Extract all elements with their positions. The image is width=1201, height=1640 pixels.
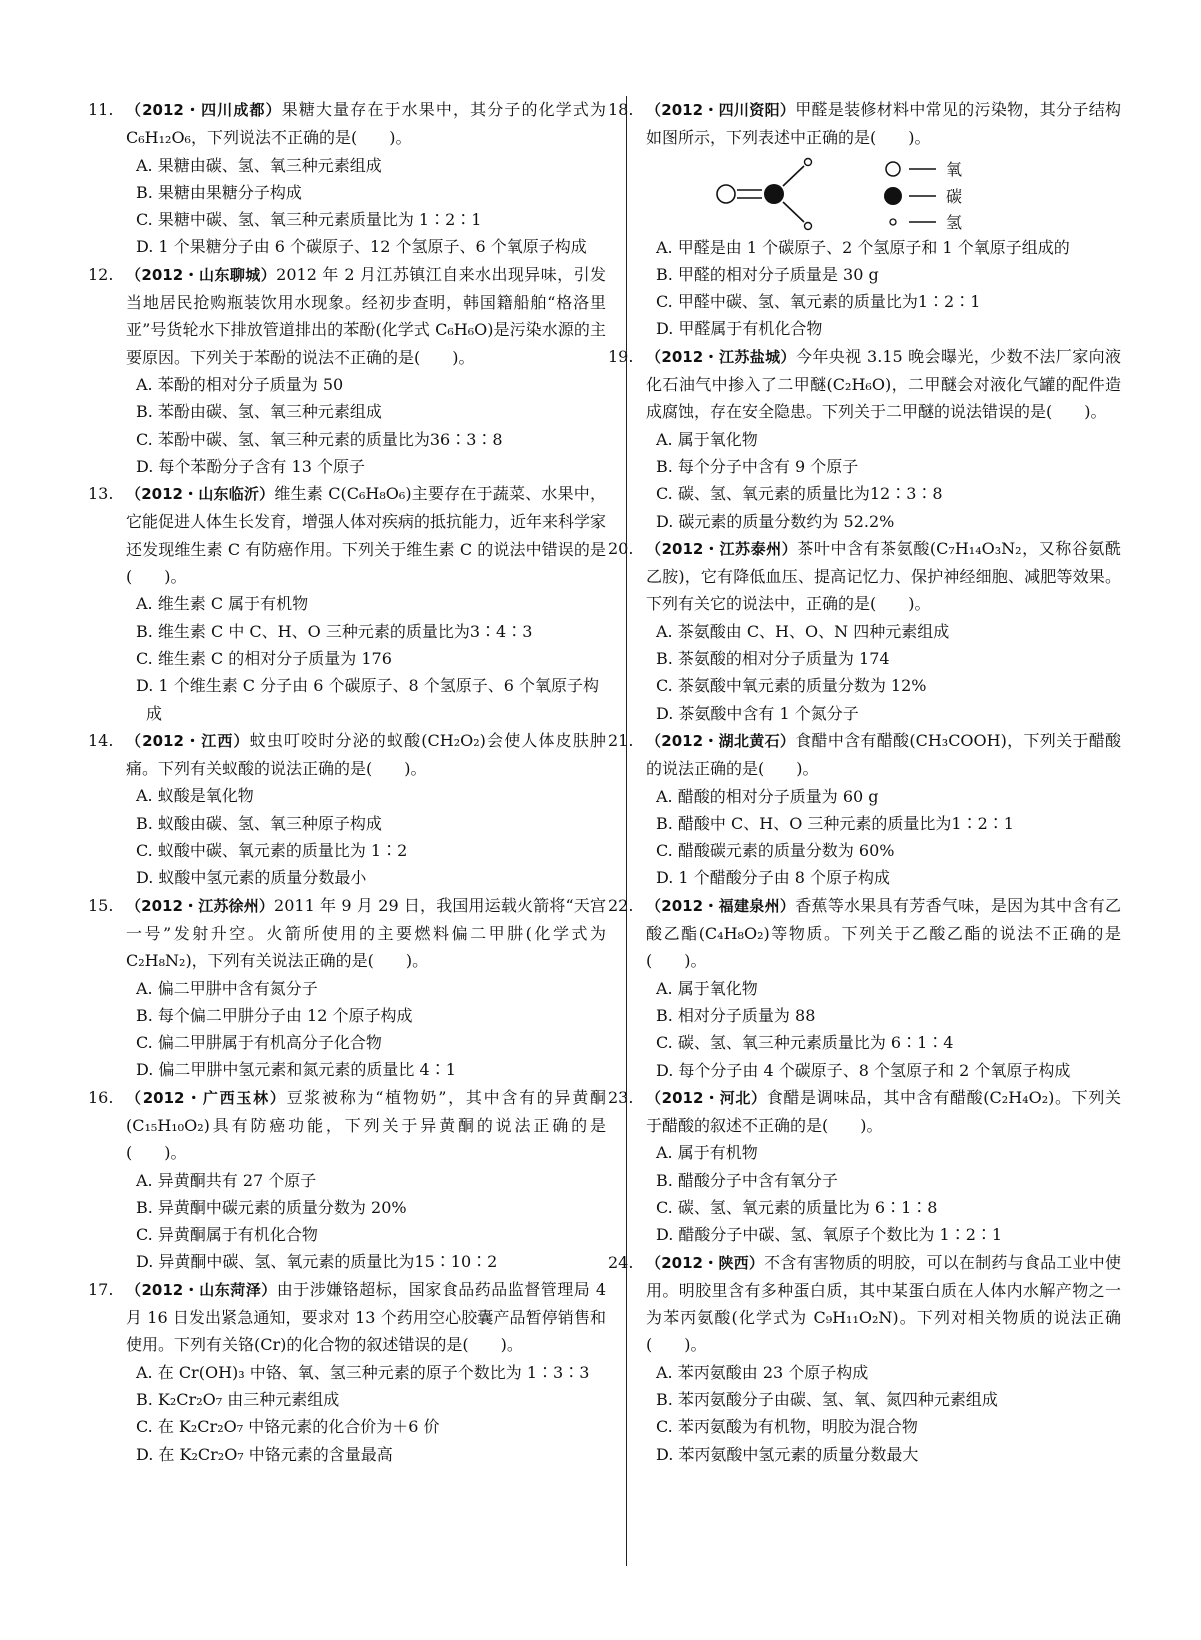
question-number: 17. — [88, 1279, 114, 1299]
question-source: （2012・山东聊城） — [126, 265, 277, 284]
answer-option: D. 每个分子由 4 个碳原子、8 个氢原子和 2 个氧原子构成 — [656, 1060, 1071, 1080]
question-number: 12. — [88, 264, 114, 284]
question-stem — [646, 96, 1121, 152]
answer-option: D. 醋酸分子中碳、氢、氧原子个数比为 1∶2∶1 — [656, 1225, 1003, 1245]
answer-option: B. 相对分子质量为 88 — [656, 1005, 816, 1025]
answer-option: D. 1 个醋酸分子由 8 个原子构成 — [656, 868, 891, 888]
right-column — [608, 96, 1122, 1468]
answer-option: A. 甲醛是由 1 个碳原子、2 个氢原子和 1 个氧原子组成的 — [656, 237, 1070, 257]
question-stem — [126, 261, 606, 371]
answer-option: D. 苯丙氨酸中氢元素的质量分数最大 — [656, 1444, 919, 1464]
question-stem — [126, 480, 606, 590]
answer-option: C. 碳、氢、氧三种元素质量比为 6∶1∶4 — [656, 1033, 954, 1053]
answer-option: A. 果糖由碳、氢、氧三种元素组成 — [136, 155, 382, 175]
answer-option: C. 异黄酮属于有机化合物 — [136, 1225, 318, 1245]
answer-option: A. 苯酚的相对分子质量为 50 — [136, 374, 344, 394]
question-number: 16. — [88, 1087, 114, 1107]
question-item — [608, 535, 1121, 727]
answer-option: A. 茶氨酸由 C、H、O、N 四种元素组成 — [656, 621, 950, 641]
answer-option: C. 在 K₂Cr₂O₇ 中铬元素的化合价为＋6 价 — [136, 1417, 440, 1437]
answer-option: B. 苯酚由碳、氢、氧三种元素组成 — [136, 402, 382, 422]
question-number: 15. — [88, 895, 114, 915]
carbon-atom — [764, 184, 784, 204]
question-source: （2012・福建泉州） — [646, 896, 796, 915]
answer-option: C. 果糖中碳、氢、氧三种元素质量比为 1∶2∶1 — [136, 210, 482, 230]
answer-option: A. 苯丙氨酸由 23 个原子构成 — [656, 1362, 869, 1382]
answer-option: B. 维生素 C 中 C、H、O 三种元素的质量比为3∶4∶3 — [136, 621, 533, 641]
question-source: （2012・广西玉林） — [126, 1088, 287, 1107]
question-text: 茶叶中含有茶氨酸(C₇H₁₄O₃N₂，又称谷氨酰乙胺)，它有降低血压、提高记忆力、保护神经细胞、减肥等效果。下列有关它的说法中，正确的是( )。 — [646, 538, 1121, 614]
answer-option: B. 每个偏二甲肼分子由 12 个原子构成 — [136, 1005, 413, 1025]
answer-option: A. 在 Cr(OH)₃ 中铬、氧、氢三种元素的原子个数比为 1∶3∶3 — [136, 1362, 590, 1382]
question-source: （2012・江苏泰州） — [646, 539, 798, 558]
question-item — [608, 343, 1121, 535]
question-text: 豆浆被称为“植物奶”，其中含有的异黄酮(C₁₅H₁₀O₂)具有防癌功能，下列关于异黄酮的说法正确的是( )。 — [126, 1087, 606, 1163]
answer-option: D. 蚁酸中氢元素的质量分数最小 — [136, 868, 367, 888]
question-number: 22. — [608, 895, 634, 915]
answer-option: D. 1 个果糖分子由 6 个碳原子、12 个氢原子、6 个氧原子构成 — [136, 237, 587, 257]
question-source: （2012・山东菏泽） — [126, 1280, 277, 1299]
legend-carbon-label: 碳 — [946, 186, 963, 206]
answer-option: C. 碳、氢、氧元素的质量比为 6∶1∶8 — [656, 1197, 938, 1217]
question-source: （2012・四川成都） — [126, 101, 282, 119]
legend-hydrogen-symbol — [890, 219, 896, 225]
answer-option: A. 醋酸的相对分子质量为 60 g — [656, 786, 879, 806]
question-stem — [126, 1276, 606, 1359]
answer-option: D. 甲醛属于有机化合物 — [656, 319, 823, 339]
question-text: 果糖大量存在于水果中，其分子的化学式为 C₆H₁₂O₆，下列说法不正确的是( )。 — [126, 100, 606, 148]
question-text: 今年央视 3.15 晚会曝光，少数不法厂家向液化石油气中掺入了二甲醚(C₂H₆O)，二甲醚会对液化气罐的配件造成腐蚀，存在安全隐患。下列关于二甲醚的说法错误的是( )。 — [646, 346, 1121, 422]
answer-option: A. 异黄酮共有 27 个原子 — [136, 1170, 317, 1190]
hydrogen-atom — [805, 222, 812, 229]
answer-option: B. 异黄酮中碳元素的质量分数为 20% — [136, 1197, 407, 1217]
answer-option: B. K₂Cr₂O₇ 由三种元素组成 — [136, 1389, 340, 1409]
question-text: 维生素 C(C₆H₈O₆)主要存在于蔬菜、水果中，它能促进人体生长发育，增强人体对疾病的抵抗能力，近年来科学家还发现维生素 C 有防癌作用。下列关于维生素 C 的说法中错误的是( )。 — [126, 484, 607, 587]
answer-option: D. 在 K₂Cr₂O₇ 中铬元素的含量最高 — [136, 1444, 393, 1464]
question-stem — [646, 892, 1121, 975]
answer-option: A. 属于有机物 — [656, 1143, 758, 1163]
question-stem — [126, 96, 606, 152]
question-item — [88, 1276, 606, 1468]
answer-option: A. 属于氧化物 — [656, 429, 758, 449]
answer-option: C. 偏二甲肼属于有机高分子化合物 — [136, 1033, 382, 1053]
question-text: 食醋中含有醋酸(CH₃COOH)，下列关于醋酸的说法正确的是( )。 — [646, 730, 1122, 779]
answer-option: B. 茶氨酸的相对分子质量为 174 — [656, 649, 890, 669]
question-number: 19. — [608, 346, 634, 366]
answer-option: C. 苯丙氨酸为有机物，明胶为混合物 — [656, 1417, 918, 1437]
answer-option: C. 甲醛中碳、氢、氧元素的质量比为1∶2∶1 — [656, 292, 981, 312]
left-column — [88, 96, 607, 1468]
answer-option: A. 属于氧化物 — [656, 978, 758, 998]
question-item — [88, 727, 606, 892]
answer-option: C. 蚁酸中碳、氧元素的质量比为 1∶2 — [136, 841, 408, 861]
question-item — [88, 96, 606, 261]
question-stem — [126, 1084, 606, 1167]
question-stem — [126, 892, 606, 975]
answer-option: B. 果糖由果糖分子构成 — [136, 182, 302, 202]
answer-option: A. 偏二甲肼中含有氮分子 — [136, 978, 318, 998]
hydrogen-atom — [805, 158, 812, 165]
answer-option: B. 每个分子中含有 9 个原子 — [656, 456, 859, 476]
answer-option: B. 甲醛的相对分子质量是 30 g — [656, 264, 879, 284]
question-number: 18. — [608, 100, 634, 119]
question-source: （2012・山东临沂） — [126, 485, 275, 504]
answer-option: D. 1 个维生素 C 分子由 6 个碳原子、8 个氢原子、6 个氧原子构成 — [136, 676, 599, 723]
question-stem — [646, 535, 1121, 618]
question-item — [88, 261, 606, 480]
question-number: 14. — [88, 730, 114, 750]
answer-option: B. 醋酸中 C、H、O 三种元素的质量比为1∶2∶1 — [656, 813, 1014, 833]
question-text: 蚊虫叮咬时分泌的蚁酸(CH₂O₂)会使人体皮肤肿痛。下列有关蚁酸的说法正确的是( )。 — [126, 730, 606, 779]
question-stem — [646, 1249, 1121, 1359]
answer-option: D. 每个苯酚分子含有 13 个原子 — [136, 456, 365, 476]
question-number: 20. — [608, 538, 634, 558]
question-source: （2012・四川资阳） — [646, 101, 796, 119]
question-text: 由于涉嫌铬超标，国家食品药品监督管理局 4 月 16 日发出紧急通知，要求对 13 个药用空心胶囊产品暂停销售和使用。下列有关铬(Cr)的化合物的叙述错误的是( )。 — [126, 1279, 606, 1355]
question-stem — [646, 1084, 1121, 1140]
question-item — [88, 1084, 606, 1276]
question-source: （2012・陕西） — [646, 1253, 765, 1272]
legend-oxygen-label: 氧 — [946, 159, 963, 179]
question-item — [88, 892, 606, 1084]
question-text: 2011 年 9 月 29 日，我国用运载火箭将“天宫一号”发射升空。火箭所使用的主要燃料偏二甲肼(化学式为 C₂H₈N₂)，下列有关说法正确的是( )。 — [126, 895, 606, 971]
answer-option: A. 维生素 C 属于有机物 — [136, 594, 309, 614]
question-item — [88, 480, 607, 727]
formaldehyde-structure-diagram — [646, 154, 1121, 234]
answer-option: B. 醋酸分子中含有氧分子 — [656, 1170, 838, 1190]
question-text: 不含有害物质的明胶，可以在制药与食品工业中使用。明胶里含有多种蛋白质，其中某蛋白质在人体内水解产物之一为苯丙氨酸(化学式为 C₉H₁₁O₂N)。下列对相关物质的说法正确( )。 — [646, 1252, 1121, 1355]
question-text: 食醋是调味品，其中含有醋酸(C₂H₄O₂)。下列关于醋酸的叙述不正确的是( )。 — [646, 1087, 1121, 1136]
answer-option: C. 苯酚中碳、氢、氧三种元素的质量比为36∶3∶8 — [136, 429, 503, 449]
question-item — [608, 1249, 1121, 1468]
question-number: 11. — [88, 100, 114, 119]
question-number: 13. — [88, 484, 114, 504]
question-text: 2012 年 2 月江苏镇江自来水出现异味，引发当地居民抢购瓶装饮用水现象。经初步查明，韩国籍船舶“格洛里亚”号货轮水下排放管道排出的苯酚(化学式 C₆H₆O)是污染水源的主要原因。下列关于苯酚的说法不正确的是( )。 — [126, 264, 606, 367]
question-text: 甲醛是装修材料中常见的污染物，其分子结构如图所示，下列表述中正确的是( )。 — [646, 100, 1121, 148]
legend-hydrogen-label: 氢 — [946, 212, 963, 232]
question-item — [608, 96, 1121, 152]
column-divider — [626, 96, 627, 1566]
question-text: 香蕉等水果具有芳香气味，是因为其中含有乙酸乙酯(C₄H₈O₂)等物质。下列关于乙酸乙酯的说法不正确的是( )。 — [646, 895, 1121, 971]
legend-oxygen-symbol — [886, 162, 900, 176]
question-source: （2012・江西） — [126, 731, 250, 750]
question-stem — [646, 727, 1121, 783]
oxygen-atom — [717, 185, 735, 203]
legend-carbon-symbol — [884, 187, 902, 205]
answer-option: D. 茶氨酸中含有 1 个氮分子 — [656, 703, 859, 723]
answer-option: D. 偏二甲肼中氢元素和氮元素的质量比 4∶1 — [136, 1060, 456, 1080]
question-source: （2012・河北） — [646, 1088, 767, 1107]
question-item — [608, 892, 1121, 1084]
question-source: （2012・江苏盐城） — [646, 347, 796, 366]
answer-option: C. 茶氨酸中氧元素的质量分数为 12% — [656, 676, 927, 696]
molecule-svg — [646, 154, 1121, 234]
answer-option: C. 醋酸碳元素的质量分数为 60% — [656, 841, 895, 861]
answer-option: C. 碳、氢、氧元素的质量比为12∶3∶8 — [656, 484, 943, 504]
question-item — [608, 1084, 1121, 1249]
question-stem — [126, 727, 606, 783]
question-number: 21. — [608, 730, 634, 750]
answer-option: A. 蚁酸是氧化物 — [136, 786, 254, 806]
question-source: （2012・江苏徐州） — [126, 896, 275, 915]
answer-option: B. 苯丙氨酸分子由碳、氢、氧、氮四种元素组成 — [656, 1390, 998, 1410]
answer-option: D. 异黄酮中碳、氢、氧元素的质量比为15∶10∶2 — [136, 1252, 498, 1272]
question-number: 23. — [608, 1087, 634, 1107]
question-number: 24. — [608, 1252, 634, 1272]
q18-options — [646, 234, 1121, 343]
answer-option: C. 维生素 C 的相对分子质量为 176 — [136, 648, 392, 668]
question-item — [608, 727, 1122, 892]
question-source: （2012・湖北黄石） — [646, 731, 796, 750]
answer-option: D. 碳元素的质量分数约为 52.2% — [656, 511, 895, 531]
question-stem — [646, 343, 1121, 426]
answer-option: B. 蚁酸由碳、氢、氧三种原子构成 — [136, 813, 382, 833]
